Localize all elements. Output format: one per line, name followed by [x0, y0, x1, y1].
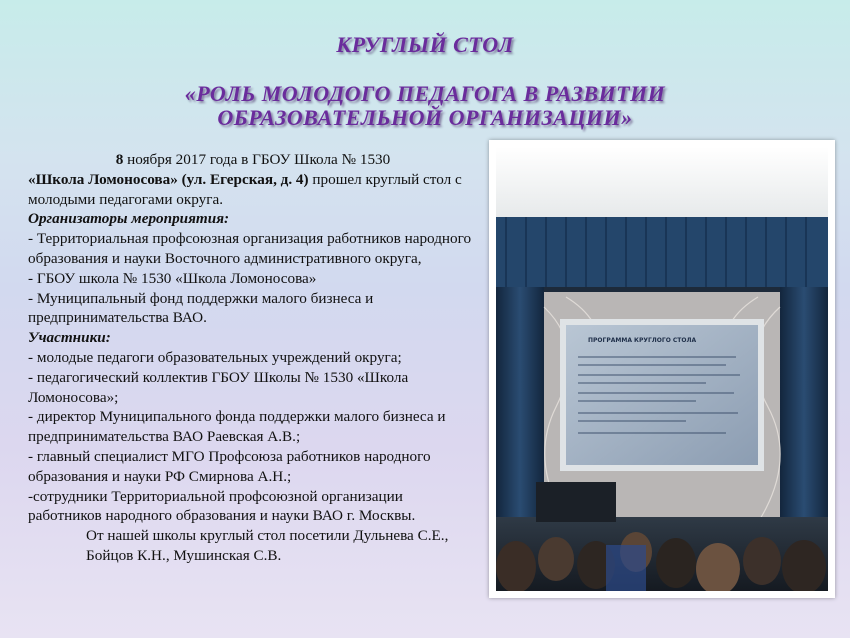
ceiling — [496, 147, 828, 219]
right-curtain — [780, 287, 828, 547]
screen-heading: ПРОГРАММА КРУГЛОГО СТОЛА — [588, 337, 697, 344]
closing-paragraph: От нашей школы круглый стол посетили Дульнева С.Е., Бойцов К.Н., Мушинская С.В. — [86, 527, 449, 564]
intro-school: «Школа Ломоносова» (ул. Егерская, д. 4) — [28, 170, 309, 188]
participant-item: - педагогический коллектив ГБОУ Школы № 1530 «Школа Ломоносова»; — [28, 368, 409, 406]
title-line-1: КРУГЛЫЙ СТОЛ — [336, 32, 514, 57]
organizer-item: - Муниципальный фонд поддержки малого бизнеса и предпринимательства ВАО. — [28, 289, 374, 327]
participant-item: -сотрудники Территориальной профсоюзной организации работников народного образования и науки ВАО г. Москвы. — [28, 487, 416, 525]
projection-screen — [566, 325, 758, 465]
title-line-2: «РОЛЬ МОЛОДОГО ПЕДАГОГА В РАЗВИТИИ ОБРАЗОВАТЕЛЬНОЙ ОРГАНИЗАЦИИ» — [184, 81, 666, 130]
intro-paragraph — [28, 170, 478, 210]
intro-date: 8 — [115, 151, 124, 168]
organizer-item: - ГБОУ школа № 1530 «Школа Ломоносова» — [28, 269, 317, 287]
organizer-item: - Территориальная профсоюзная организация работников народного образования и науки Восточного административного округа, — [28, 230, 472, 267]
participant-item: - молодые педагоги образовательных учреждений округа; — [28, 348, 402, 366]
organizers-heading: Организаторы мероприятия: — [28, 210, 230, 228]
participants-heading: Участники: — [28, 329, 111, 347]
participant-item: - главный специалист МГО Профсоюза работников народного образования и науки РФ Смирнова А.Н.; — [28, 447, 431, 485]
event-photo — [496, 147, 828, 591]
intro-line-1 — [28, 150, 478, 170]
piano — [536, 482, 616, 522]
participant-item: - директор Муниципального фонда поддержки малого бизнеса и предпринимательства ВАО Раевская А.В.; — [28, 408, 446, 446]
auditorium-stage-illustration — [496, 147, 828, 591]
intro-date-rest: ноября 2017 года в ГБОУ Школа № 1530 — [123, 151, 391, 168]
intro-rest: прошел круглый стол с молодыми педагогами округа. — [28, 170, 462, 208]
body-text — [28, 150, 478, 566]
